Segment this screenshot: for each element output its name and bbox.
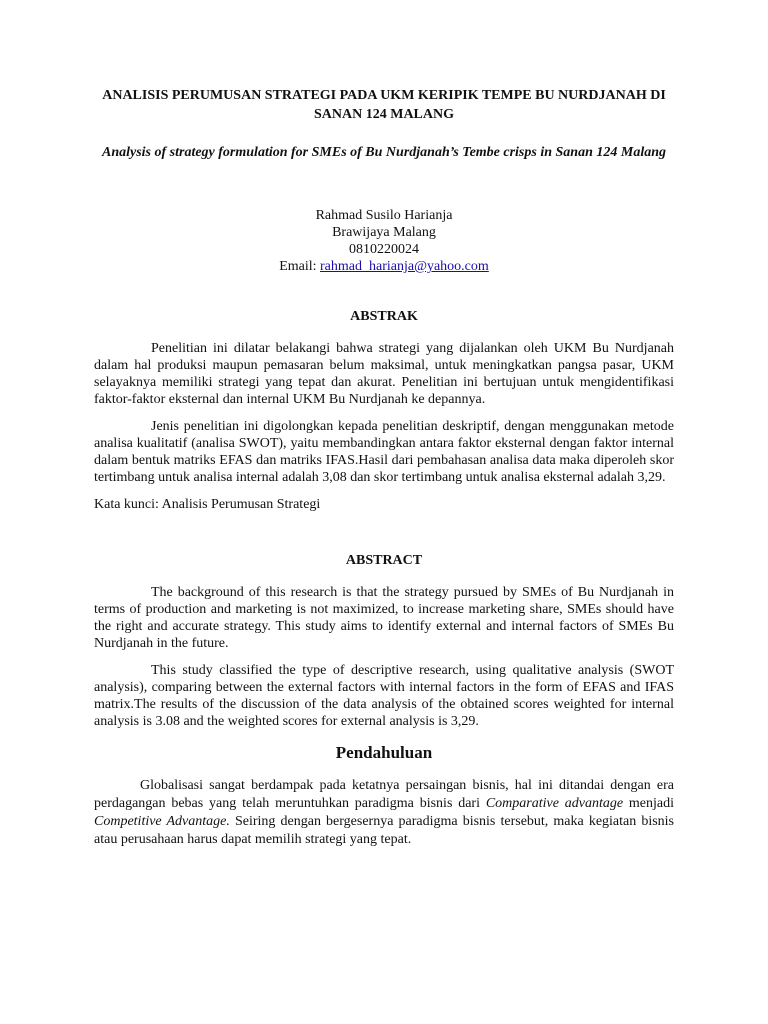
paper-body <box>94 86 674 849</box>
intro-text-c: Seiring dengan bergesernya paradigma bisnis tersebut, maka kegiatan bisnis atau perusahaan harus dapat memilih strategi yang tepat. <box>94 814 675 847</box>
paper-title: ANALISIS PERUMUSAN STRATEGI PADA UKM KERIPIK TEMPE BU NURDJANAH DI SANAN 124 MALANG <box>102 88 666 122</box>
intro-term-comparative: Comparative advantage <box>485 796 624 811</box>
introduction-heading: Pendahuluan <box>335 743 433 762</box>
keywords-line: Kata kunci: Analisis Perumusan Strategi <box>94 497 321 512</box>
author-id-number: 0810220024 <box>349 242 419 257</box>
abstrak-paragraph-1: Penelitian ini dilatar belakangi bahwa strategi yang dijalankan oleh UKM Bu Nurdjanah dalam hal produksi maupun pemasaran belum maksimal, untuk meningkatkan pangsa pasar, UKM selayaknya memiliki strategi yang tepat dan akurat. Penelitian ini bertujuan untuk mengidentifikasi faktor-faktor eksternal dan internal UKM Bu Nurdjanah ke depannya. <box>94 341 674 407</box>
paper-subtitle: Analysis of strategy formulation for SMEs of Bu Nurdjanah’s Tembe crisps in Sanan 124 Malang <box>101 145 666 160</box>
email-label: Email: <box>279 259 321 274</box>
author-email-line <box>94 258 674 275</box>
introduction-paragraph-1 <box>94 777 674 849</box>
author-affiliation: Brawijaya Malang <box>332 225 436 240</box>
intro-term-competitive: Competitive Advantage. <box>94 814 230 829</box>
abstrak-heading: ABSTRAK <box>350 309 418 324</box>
author-name: Rahmad Susilo Harianja <box>315 208 453 223</box>
author-block <box>94 207 674 275</box>
intro-text-b: menjadi <box>623 796 674 811</box>
abstract-paragraph-2: This study classified the type of descriptive research, using qualitative analysis (SWOT analysis), comparing between the external factors with internal factors in the form of EFAS and IFAS matrix.The results of the discussion of the data analysis of the obtained scores weighted for internal analysis is 3.08 and the weighted scores for external analysis is 3,29. <box>94 663 674 729</box>
abstract-paragraph-1: The background of this research is that the strategy pursued by SMEs of Bu Nurdjanah in terms of production and marketing is not maximized, to increase marketing share, SMEs should have the right and accurate strategy. This study aims to identify external and internal factors of SMEs Bu Nurdjanah in the future. <box>94 585 674 651</box>
intro-text-a: Globalisasi sangat berdampak pada ketatnya persaingan bisnis, hal ini ditandai dengan era perdagangan bebas yang telah meruntuhkan paradigma bisnis dari <box>94 778 674 811</box>
email-link[interactable]: rahmad_harianja@yahoo.com <box>320 259 489 274</box>
abstract-heading: ABSTRACT <box>345 553 423 568</box>
abstrak-paragraph-2: Jenis penelitian ini digolongkan kepada penelitian deskriptif, dengan menggunakan metode analisa kualitatif (analisa SWOT), yaitu membandingkan antara faktor eksternal dengan faktor internal dalam bentuk matriks EFAS dan matriks IFAS.Hasil dari pembahasan analisa data maka diperoleh skor tertimbang untuk analisa internal adalah 3,08 dan skor tertimbang untuk analisa eksternal adalah 3,29. <box>94 419 674 485</box>
